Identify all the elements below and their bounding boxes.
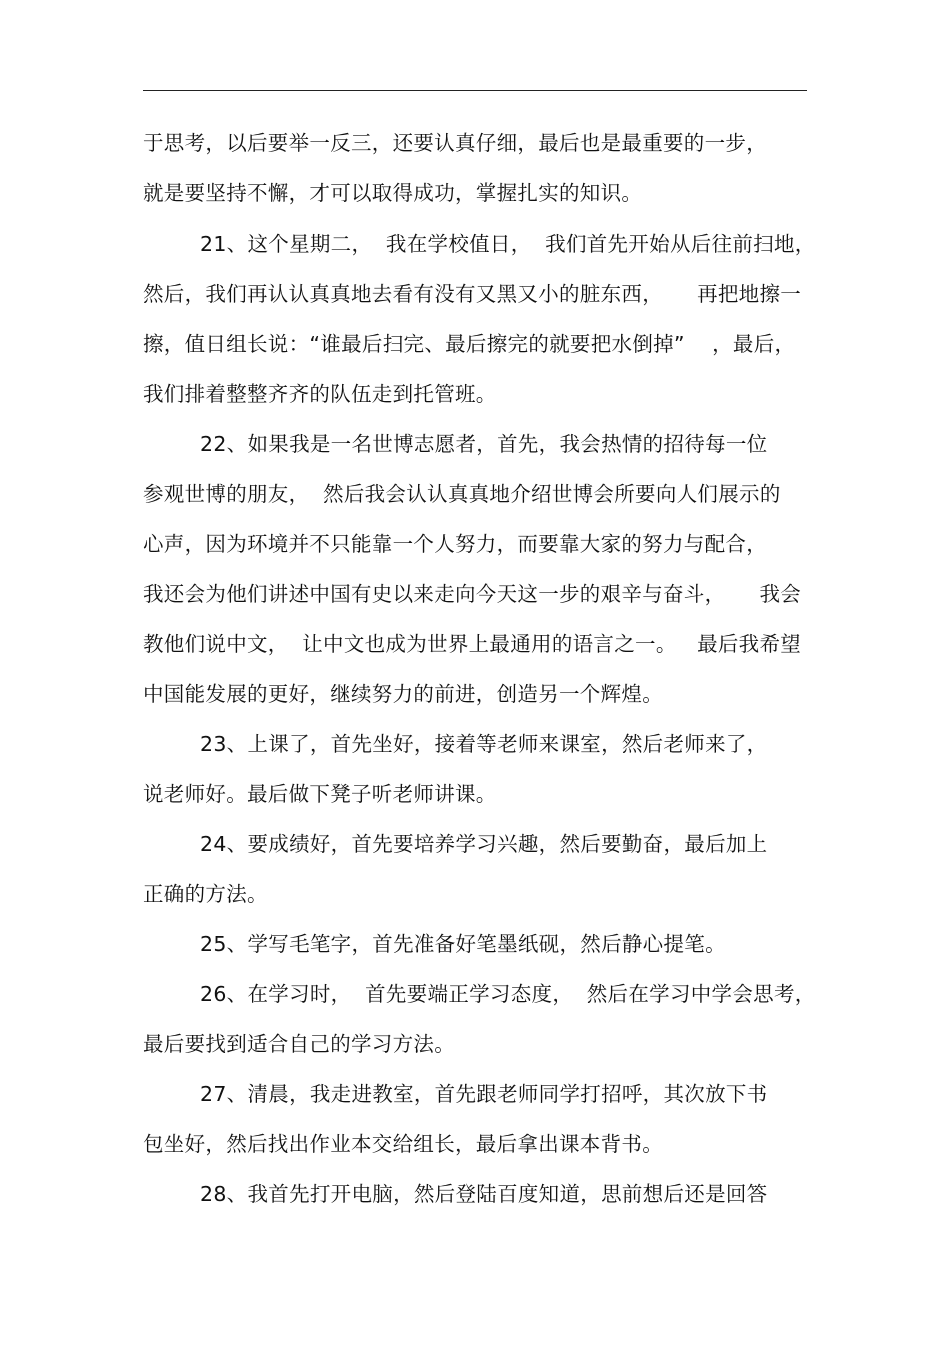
text-line: 就是要坚持不懈，才可以取得成功，掌握扎实的知识。 [143, 181, 643, 205]
text-line: 28、我首先打开电脑，然后登陆百度知道，思前想后还是回答 [200, 1182, 768, 1206]
text-line: 心声，因为环境并不只能靠一个人努力，而要靠大家的努力与配合， [143, 532, 767, 556]
text-line: 最后要找到适合自己的学习方法。 [143, 1032, 455, 1056]
text-line: 27、清晨，我走进教室，首先跟老师同学打招呼，其次放下书 [200, 1082, 768, 1106]
text-line: 24、要成绩好，首先要培养学习兴趣，然后要勤奋，最后加上 [200, 832, 768, 856]
text-line: 26、在学习时， 首先要端正学习态度， 然后在学习中学会思考， [200, 982, 816, 1006]
text-line: 25、学写毛笔字，首先准备好笔墨纸砚，然后静心提笔。 [200, 932, 726, 956]
text-line: 中国能发展的更好，继续努力的前进，创造另一个辉煌。 [143, 682, 663, 706]
text-line: 21、这个星期二， 我在学校值日， 我们首先开始从后往前扫地， [200, 232, 816, 256]
text-line: 我们排着整整齐齐的队伍走到托管班。 [143, 382, 497, 406]
text-line: 擦，值日组长说：“谁最后扫完、最后擦完的就要把水倒掉” ，最后， [143, 332, 796, 356]
text-line: 包坐好，然后找出作业本交给组长，最后拿出课本背书。 [143, 1132, 663, 1156]
text-line: 22、如果我是一名世博志愿者，首先，我会热情的招待每一位 [200, 432, 768, 456]
text-line: 说老师好。最后做下凳子听老师讲课。 [143, 782, 497, 806]
text-line: 于思考，以后要举一反三，还要认真仔细，最后也是最重要的一步， [143, 131, 767, 155]
text-line: 23、上课了，首先坐好，接着等老师来课室，然后老师来了， [200, 732, 768, 756]
text-line: 教他们说中文， 让中文也成为世界上最通用的语言之一。 最后我希望 [143, 632, 802, 656]
header-rule [143, 90, 807, 91]
text-line: 我还会为他们讲述中国有史以来走向今天这一步的艰辛与奋斗， 我会 [143, 582, 802, 606]
text-line: 参观世博的朋友， 然后我会认认真真地介绍世博会所要向人们展示的 [143, 482, 781, 506]
text-line: 正确的方法。 [143, 882, 268, 906]
text-line: 然后，我们再认认真真地去看有没有又黑又小的脏东西， 再把地擦一 [143, 282, 802, 306]
